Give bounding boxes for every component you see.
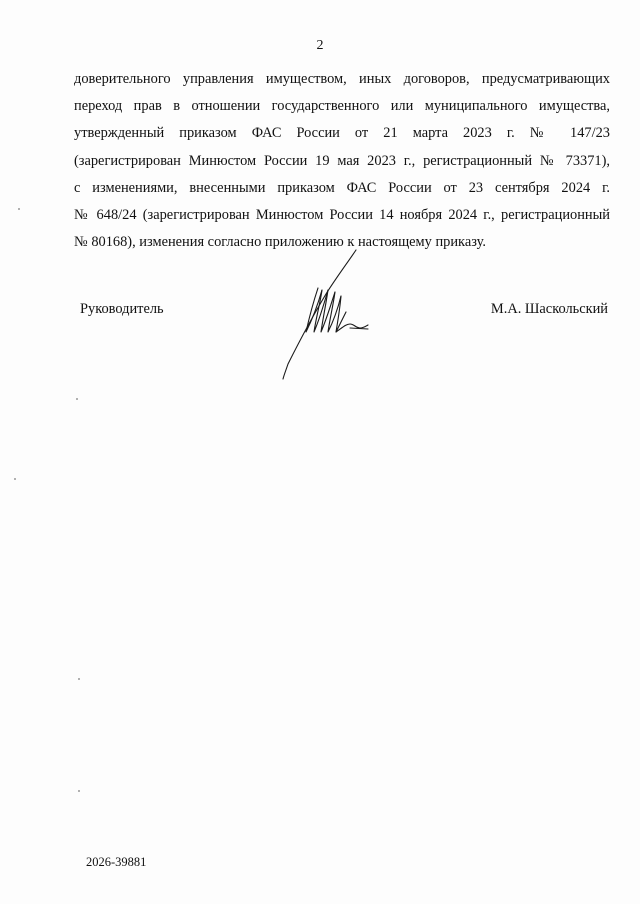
- body-line: переход прав в отношении государственного или муниципального имущества,: [74, 98, 610, 115]
- scan-speck: [78, 678, 80, 680]
- body-line: утвержденный приказом ФАС России от 21 марта 2023 г. № 147/23: [74, 125, 610, 142]
- handwritten-signature: [278, 248, 378, 382]
- signatory-role: Руководитель: [80, 301, 164, 317]
- scan-speck: [78, 790, 80, 792]
- signatory-name: М.А. Шаскольский: [490, 301, 608, 317]
- body-line: № 80168), изменения согласно приложению к настоящему приказу.: [74, 234, 486, 251]
- body-line: доверительного управления имуществом, иных договоров, предусматривающих: [74, 71, 610, 87]
- scan-speck: [76, 398, 78, 400]
- body-line: с изменениями, внесенными приказом ФАС России от 23 сентября 2024 г.: [74, 179, 610, 196]
- page-number: 2: [316, 38, 324, 53]
- body-line: № 648/24 (зарегистрирован Минюстом России 14 ноября 2024 г., регистрационный: [74, 207, 610, 224]
- scan-speck: [14, 478, 16, 480]
- body-paragraph: [74, 66, 610, 256]
- document-number: 2026-39881: [86, 855, 147, 869]
- scan-speck: [18, 208, 20, 210]
- body-line: (зарегистрирован Минюстом России 19 мая 2023 г., регистрационный № 73371),: [74, 152, 610, 169]
